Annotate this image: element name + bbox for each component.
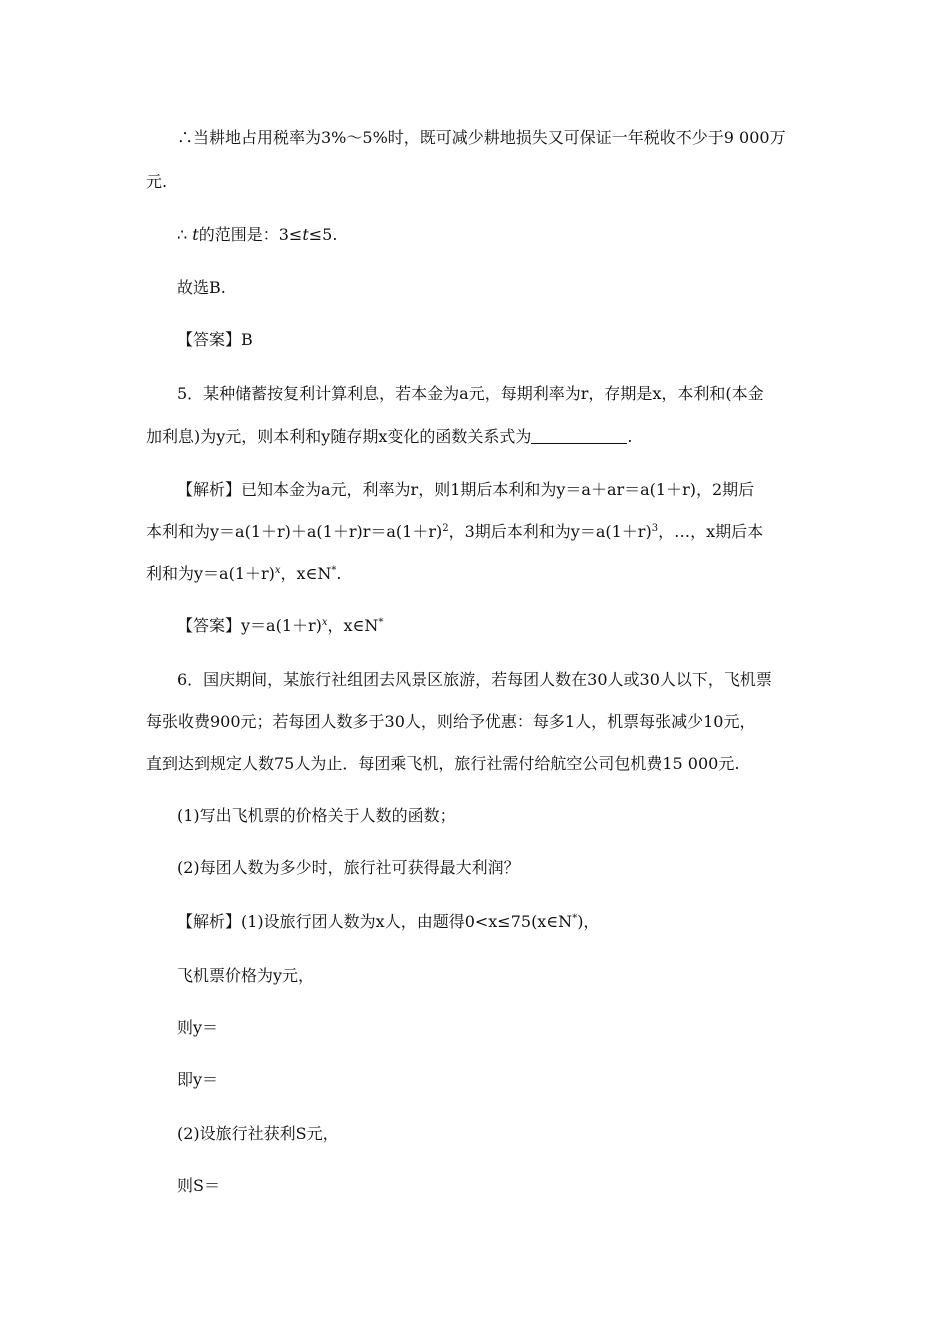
text-line bbox=[177, 278, 837, 298]
answer-line bbox=[177, 616, 837, 636]
text: ，x∈N bbox=[327, 616, 379, 635]
text: (2)每团人数为多少时，旅行社可获得最大利润？ bbox=[177, 858, 520, 877]
text: ∴ bbox=[177, 225, 188, 244]
text: ，…，x期后本 bbox=[658, 522, 764, 541]
text: 即y＝ bbox=[177, 1070, 219, 1089]
text: 【答案】y＝a(1＋r) bbox=[177, 616, 322, 635]
text: ，3期后本利和为y＝a(1＋r) bbox=[448, 522, 652, 541]
solution-line bbox=[177, 912, 837, 932]
text: 则S＝ bbox=[177, 1176, 220, 1195]
sub-question bbox=[177, 806, 837, 826]
text: ≤5. bbox=[308, 225, 338, 244]
text: 5．某种储蓄按复利计算利息，若本金为a元，每期利率为r，存期是x，本利和(本金 bbox=[177, 384, 764, 403]
text: 【解析】(1)设旅行团人数为x人，由题得0<x≤75(x∈N bbox=[177, 912, 573, 931]
question-5-line bbox=[146, 427, 806, 447]
solution-line bbox=[177, 480, 837, 500]
variable: t bbox=[192, 225, 199, 244]
text: (1)写出飞机票的价格关于人数的函数； bbox=[177, 806, 456, 825]
superscript: * bbox=[572, 913, 578, 924]
text: 【解析】已知本金为a元，利率为r，则1期后本利和为y＝a＋ar＝a(1＋r)，2期后 bbox=[177, 480, 755, 499]
text: ，x∈N bbox=[280, 564, 332, 583]
text: 直到达到规定人数75人为止．每团乘飞机，旅行社需付给航空公司包机费15 000元. bbox=[146, 754, 740, 773]
text: 利和为y＝a(1＋r) bbox=[146, 564, 275, 583]
text: ∴当耕地占用税率为3%～5%时，既可减少耕地损失又可保证一年税收不少于9 000万 bbox=[177, 128, 786, 147]
text: 的范围是：3≤ bbox=[198, 225, 303, 244]
text: )， bbox=[577, 912, 600, 931]
text: 加利息)为y元，则本利和y随存期x变化的函数关系式为 bbox=[146, 427, 532, 446]
text: 则y＝ bbox=[177, 1018, 219, 1037]
text: 本利和为y＝a(1＋r)＋a(1＋r)r＝a(1＋r) bbox=[146, 522, 443, 541]
text-line bbox=[177, 225, 837, 245]
superscript: x bbox=[321, 617, 328, 628]
text: 6．国庆期间，某旅行社组团去风景区旅游，若每团人数在30人或30人以下，飞机票 bbox=[177, 670, 772, 689]
text: 【答案】B bbox=[177, 330, 253, 349]
text: 飞机票价格为y元， bbox=[177, 966, 315, 985]
text: . bbox=[336, 564, 342, 583]
text: 元. bbox=[146, 172, 168, 191]
solution-line bbox=[177, 1018, 837, 1038]
text: 每张收费900元；若每团人数多于30人，则给予优惠：每多1人，机票每张减少10元， bbox=[146, 712, 756, 731]
superscript: x bbox=[274, 565, 281, 576]
question-5-line bbox=[177, 384, 837, 404]
text: . bbox=[627, 427, 633, 446]
superscript: * bbox=[378, 617, 384, 628]
solution-line bbox=[177, 1124, 837, 1144]
answer-line bbox=[177, 330, 837, 350]
solution-line bbox=[177, 966, 837, 986]
superscript: * bbox=[331, 565, 337, 576]
sub-question bbox=[177, 858, 837, 878]
question-6-line bbox=[146, 754, 806, 774]
solution-line bbox=[146, 522, 806, 542]
text: 故选B. bbox=[177, 278, 226, 297]
solution-line bbox=[177, 1176, 837, 1196]
question-6-line bbox=[146, 712, 806, 732]
solution-line bbox=[146, 564, 806, 584]
superscript: 3 bbox=[651, 523, 659, 534]
text-line bbox=[177, 128, 837, 148]
solution-line bbox=[177, 1070, 837, 1090]
question-6-line bbox=[177, 670, 837, 690]
superscript: 2 bbox=[442, 523, 449, 534]
answer-blank bbox=[531, 429, 627, 444]
text-line bbox=[146, 172, 806, 192]
text: (2)设旅行社获利S元， bbox=[177, 1124, 339, 1143]
variable: t bbox=[302, 225, 309, 244]
